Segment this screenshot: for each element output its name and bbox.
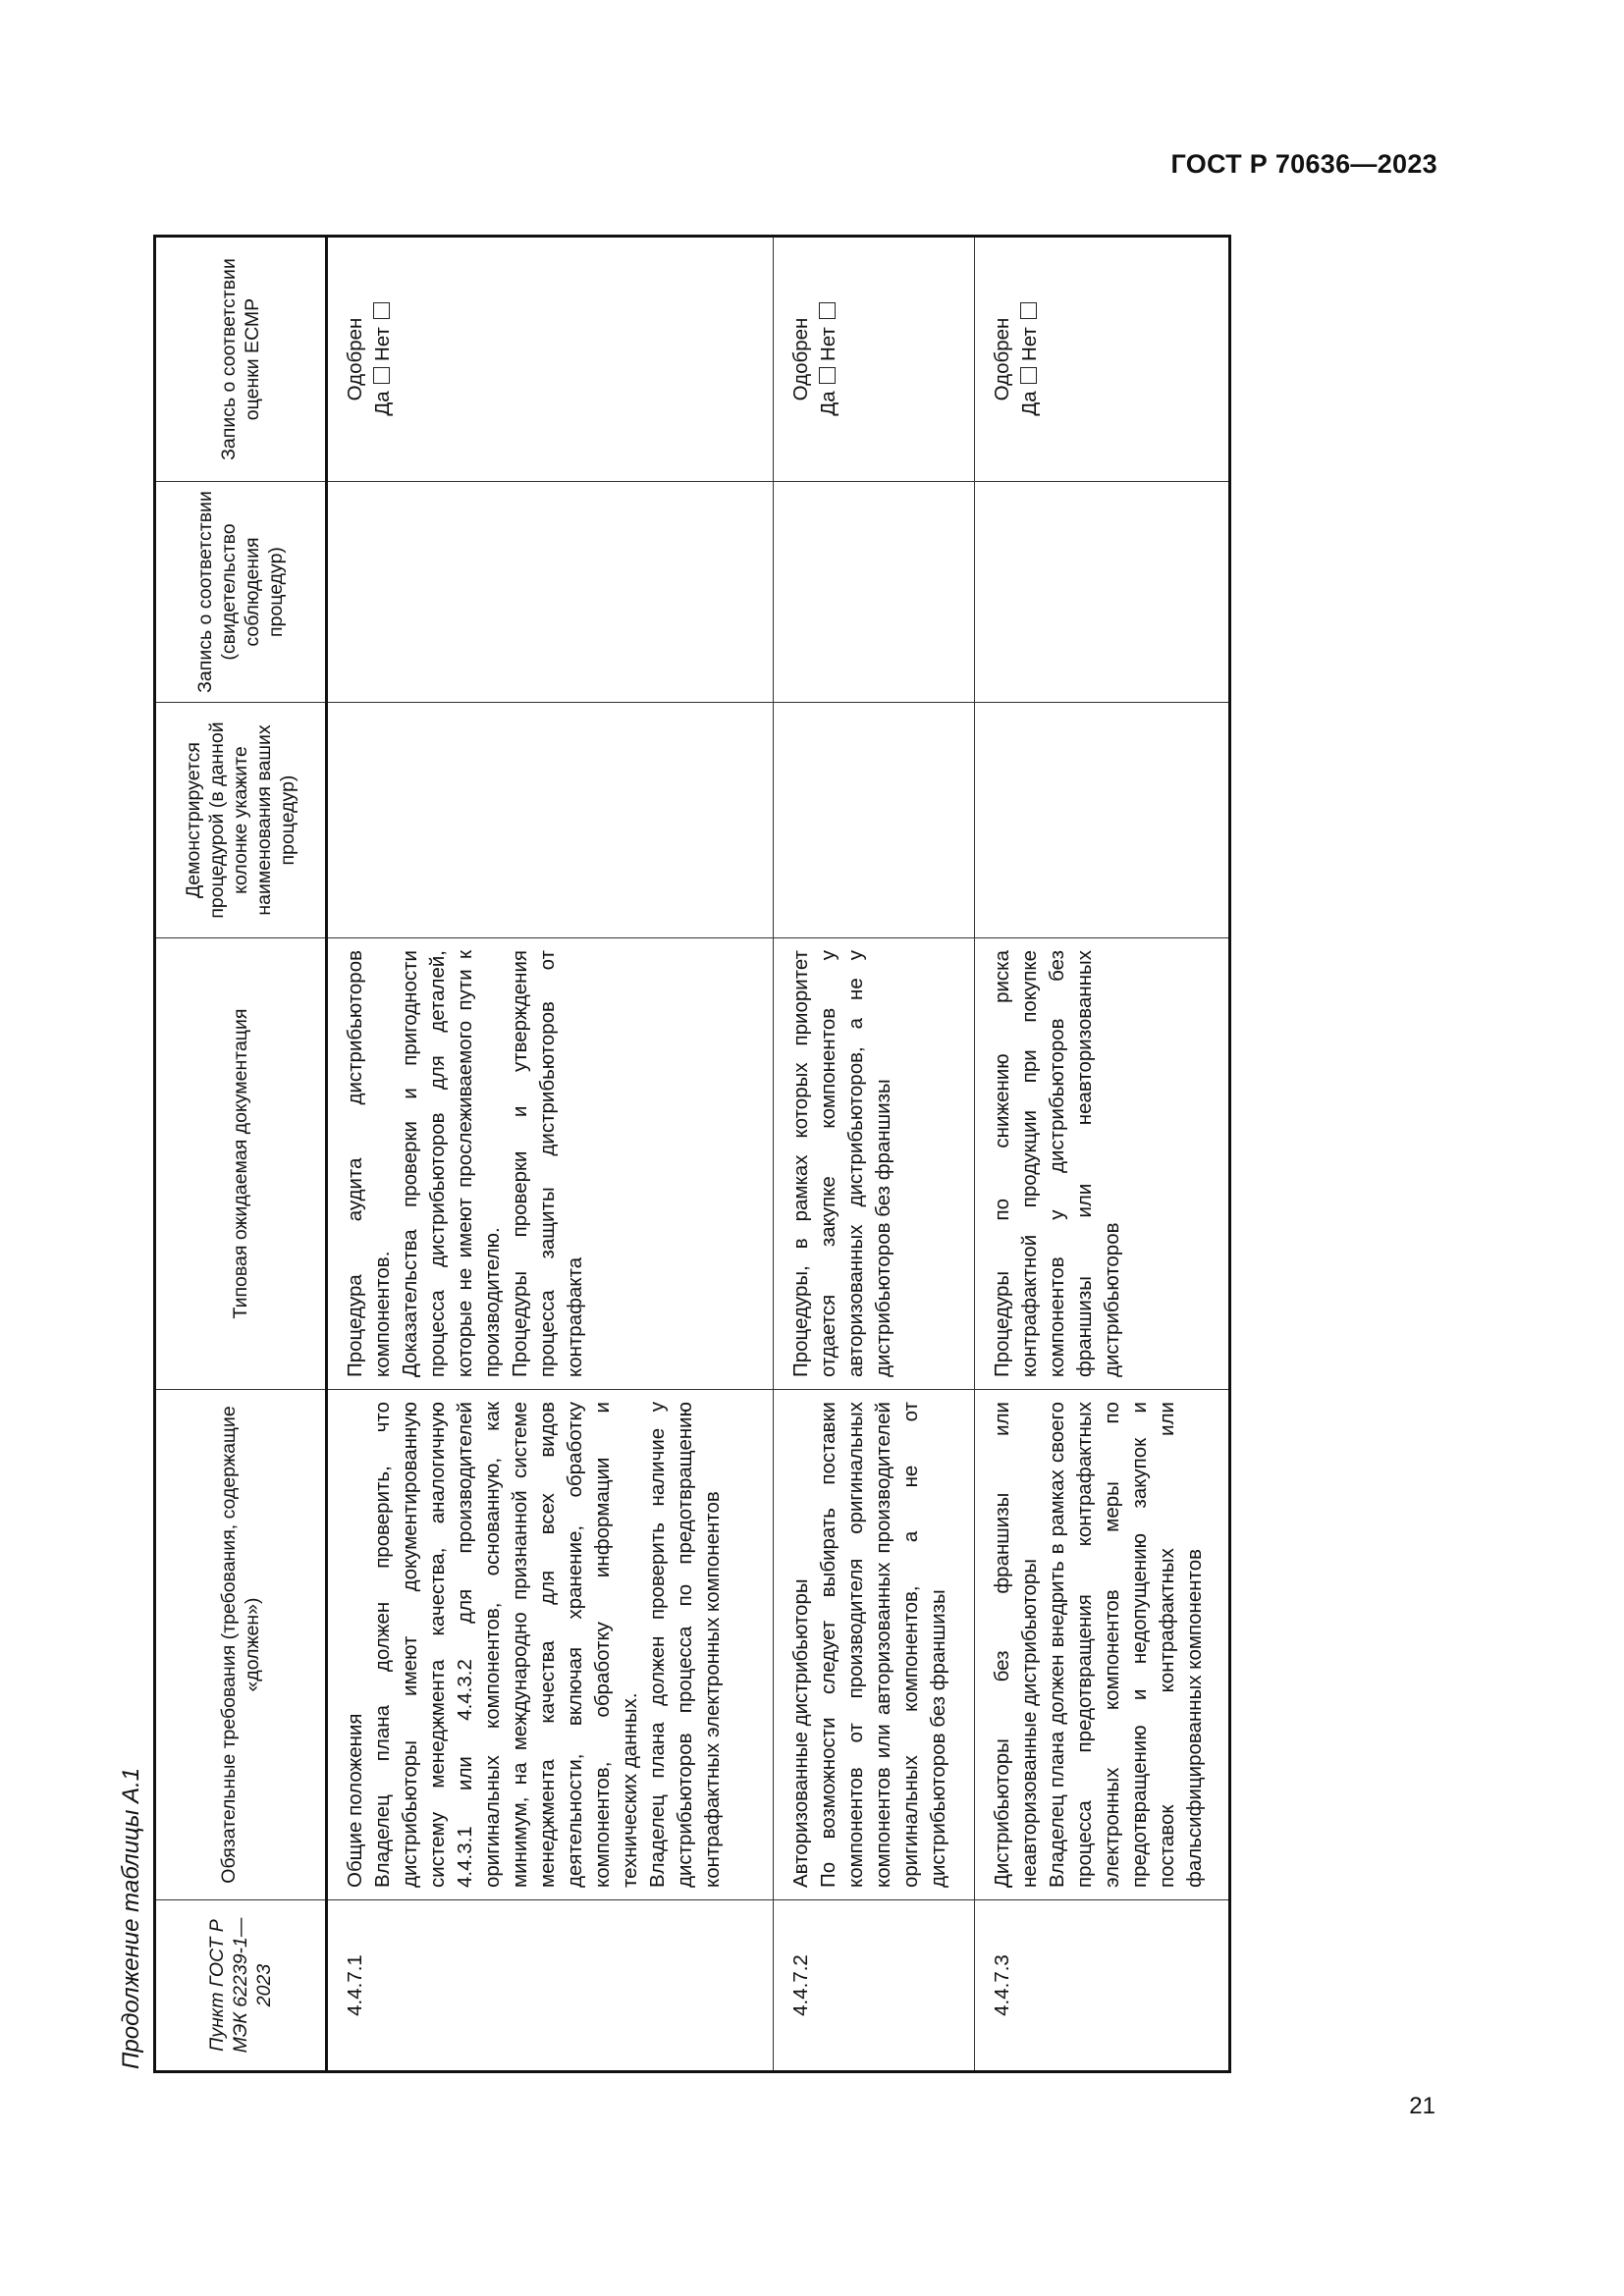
- clause-cell: 4.4.7.1: [327, 1900, 774, 2072]
- no-checkbox[interactable]: [373, 302, 390, 319]
- requirement-title: Дистрибьюторы без франшизы или неавторизованные дистрибьюторы: [991, 1402, 1041, 1888]
- ecmp-record-cell: [774, 237, 975, 482]
- requirement-title: Авторизованные дистрибьюторы: [789, 1578, 812, 1888]
- requirement-cell: [327, 1390, 774, 1900]
- col-header-compliance-record: Запись о соответствии (свидетельство соблюдения процедур): [155, 482, 327, 703]
- procedure-cell: [327, 703, 774, 938]
- document-id: ГОСТ Р 70636—2023: [1170, 149, 1437, 179]
- col-header-clause: Пункт ГОСТ Р МЭК 62239-1— 2023: [155, 1900, 327, 2072]
- yes-label: Да: [1018, 391, 1041, 416]
- approval-block: [989, 249, 1044, 469]
- compliance-record-cell: [975, 482, 1230, 703]
- procedure-cell: [975, 703, 1230, 938]
- col-header-procedure: Демонстрируется процедурой (в данной колонке укажите наименования ваших процедур): [155, 703, 327, 938]
- documentation-text: Процедуры по снижению риска контрафактной продукции при покупке компонентов у дистрибьюторов без франшизы или неавторизованных дистрибьюторов: [991, 950, 1123, 1377]
- approved-label: Одобрен: [344, 317, 366, 401]
- requirement-title: Общие положения: [344, 1713, 366, 1888]
- no-checkbox[interactable]: [819, 302, 836, 319]
- clause-cell: 4.4.7.3: [975, 1900, 1230, 2072]
- documentation-text: Процедуры проверки и утверждения процесса защиты дистрибьюторов от контрафакта: [509, 950, 586, 1377]
- yes-label: Да: [817, 391, 839, 416]
- requirement-cell: [774, 1390, 975, 1900]
- col-header-requirements: Обязательные требования (требования, содержащие «должен»): [155, 1390, 327, 1900]
- documentation-text: Процедура аудита дистрибьюторов компонентов.: [344, 950, 394, 1377]
- requirement-text: Владелец плана должен проверить наличие у дистрибьюторов процесса по предотвращению контрафактных электронных компонентов: [646, 1402, 724, 1888]
- compliance-record-cell: [774, 482, 975, 703]
- documentation-cell: [975, 938, 1230, 1390]
- approved-label: Одобрен: [991, 317, 1013, 401]
- col-header-ecmp-record: Запись о соответствии оценки ЕСМР: [155, 237, 327, 482]
- approval-block: [342, 249, 397, 469]
- table-row: [774, 237, 975, 2072]
- procedure-cell: [774, 703, 975, 938]
- rotated-table-area: [110, 238, 1206, 2073]
- ecmp-record-cell: [975, 237, 1230, 482]
- no-label: Нет: [1018, 327, 1041, 361]
- table-row: [327, 237, 774, 2072]
- documentation-text: Процедуры, в рамках которых приоритет отдается закупке компонентов у авторизованных дистрибьюторов, а не у дистрибьюторов без франшизы: [789, 950, 894, 1377]
- no-label: Нет: [817, 327, 839, 361]
- table-header-row: [155, 237, 327, 2072]
- requirement-text: По возможности следует выбирать поставки компонентов от производителя оригинальных компонентов или авторизованных производителей оригинальных компонентов, а не от дистрибьюторов без франшизы: [817, 1402, 949, 1888]
- documentation-text: Доказательства проверки и пригодности процесса дистрибьюторов для деталей, которые не имеют прослеживаемого пути к производителю.: [399, 950, 504, 1377]
- ecmp-record-cell: [327, 237, 774, 482]
- compliance-record-cell: [327, 482, 774, 703]
- no-checkbox[interactable]: [1020, 302, 1037, 319]
- yes-checkbox[interactable]: [1020, 367, 1037, 384]
- documentation-cell: [774, 938, 975, 1390]
- yes-checkbox[interactable]: [373, 367, 390, 384]
- requirements-table: [153, 235, 1231, 2073]
- no-label: Нет: [371, 327, 394, 361]
- col-header-documentation: Типовая ожидаемая документация: [155, 938, 327, 1390]
- table-row: [975, 237, 1230, 2072]
- table-caption: Продолжение таблицы А.1: [118, 1767, 144, 2069]
- documentation-cell: [327, 938, 774, 1390]
- approval-block: [787, 249, 842, 469]
- yes-checkbox[interactable]: [819, 367, 836, 384]
- approved-label: Одобрен: [789, 317, 812, 401]
- requirement-cell: [975, 1390, 1230, 1900]
- clause-cell: 4.4.7.2: [774, 1900, 975, 2072]
- requirement-text: Владелец плана должен проверить, что дистрибьюторы имеют документированную систему менеджмента качества, аналогичную 4.4.3.1 или 4.4.3.2 для производителей оригинальных компонентов, основанную, как минимум, на международно признанной системе менеджмента качества для всех видов деятельности, включая хранение, обработку компонентов, обработку информации и технических данных.: [371, 1402, 641, 1888]
- yes-label: Да: [371, 391, 394, 416]
- requirement-text: Владелец плана должен внедрить в рамках своего процесса предотвращения контрафактных электронных компонентов меры по предотвращению и недопущению закупок и поставок контрафактных или фальсифицированных компонентов: [1046, 1402, 1206, 1888]
- page-number: 21: [1409, 2093, 1435, 2119]
